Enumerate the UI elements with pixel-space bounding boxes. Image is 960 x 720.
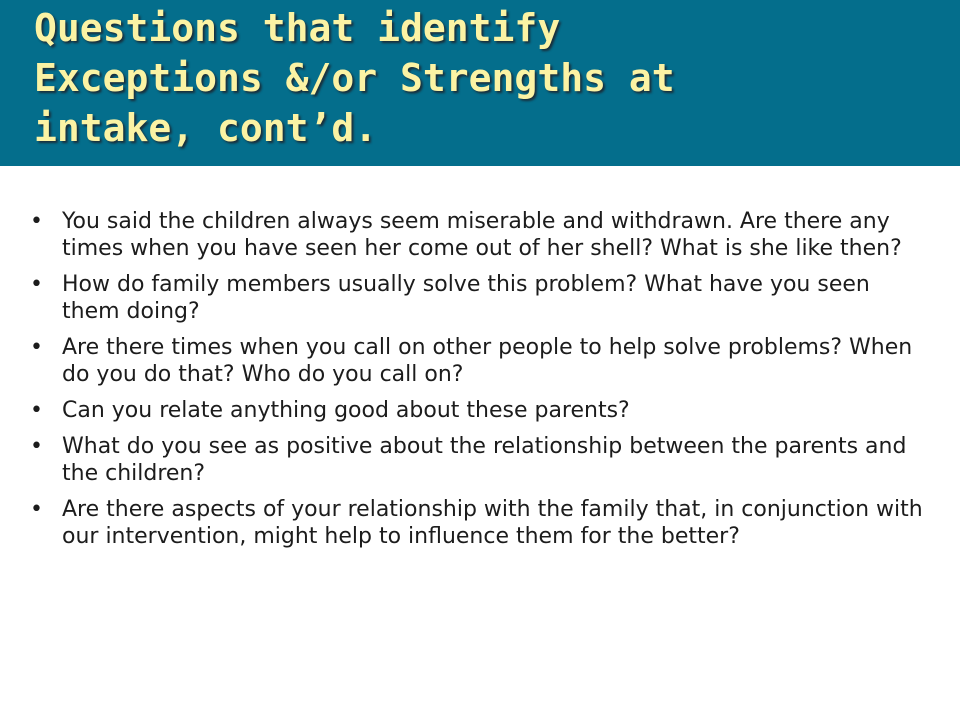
bullet-text: How do family members usually solve this problem? What have you seen them doing? xyxy=(62,272,870,324)
bullet-item xyxy=(30,208,930,262)
bullet-item xyxy=(30,496,930,550)
title-band xyxy=(0,0,960,166)
slide-title: Questions that identify Exceptions &/or Strengths at intake, cont’d. xyxy=(34,6,675,150)
bullet-item xyxy=(30,334,930,388)
bullet-icon: • xyxy=(30,272,43,297)
bullet-icon: • xyxy=(30,434,43,459)
bullet-icon: • xyxy=(30,335,43,360)
bullet-item xyxy=(30,397,930,424)
bullet-icon: • xyxy=(30,497,43,522)
bullet-text: Are there aspects of your relationship with the family that, in conjunction with our intervention, might help to influence them for the better? xyxy=(62,497,923,549)
bullet-text: Are there times when you call on other people to help solve problems? When do you do that? Who do you call on? xyxy=(62,335,913,387)
bullet-text: Can you relate anything good about these parents? xyxy=(62,398,630,423)
bullet-text: You said the children always seem miserable and withdrawn. Are there any times when you have seen her come out of her shell? What is she like then? xyxy=(62,209,902,261)
bullet-item xyxy=(30,271,930,325)
bullet-item xyxy=(30,433,930,487)
bullet-text: What do you see as positive about the relationship between the parents and the children? xyxy=(62,434,907,486)
bullet-list xyxy=(30,208,930,559)
bullet-icon: • xyxy=(30,398,43,423)
bullet-icon: • xyxy=(30,209,43,234)
